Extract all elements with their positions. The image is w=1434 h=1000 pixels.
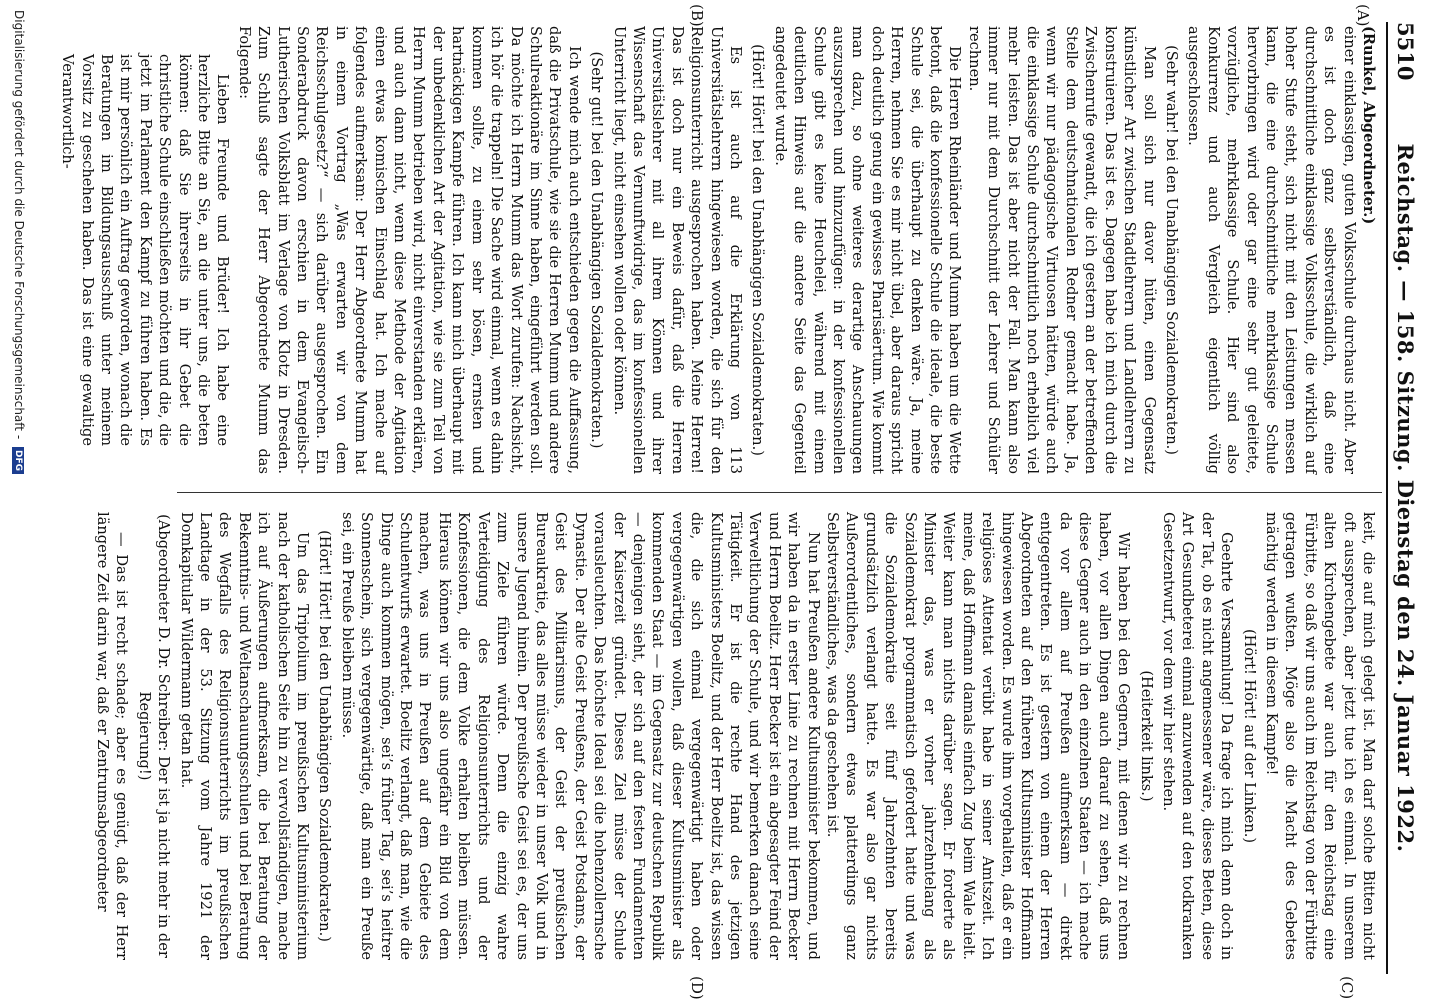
paragraph: Ich wende mich auch entschieden gegen die Auffassung, daß die Privatschule, wie sie die Herren Mumm und andere Schulreaktionäre im Sinne haben, eingeführt werden soll. Da möchte ich Herrn Mumm das Wort zurufen: Nachsicht, ich hör die trappeln! Die Sache wird einmal, wenn es dahin kommen sollte, zu einem sehr bösen, ernsten und hartnäckigen Kampfe führen. Ich kann mich überhaupt mit der unbedenklichen Art der Agitation, wie sie zum Teil von Herrn Mumm betrieben wird, nicht einverstanden erklären, und auch dann nicht, wenn diese Methode der Agitation einen etwas komischen Einschlag hat. Ich mache auf folgendes aufmerksam: Der Herr Abgeordnete Mumm hat in einem Vortrag „Was erwarten wir von dem Reichsschulgesetz?“ — sich darüber ausgesprochen. Ein Sonderabdruck davon erschien in dem Evangelisch-Lutherischen Volksblatt im Verlage von Klotz in Dresden. Zum Schluß sagte der Herr Abgeordnete Mumm das Folgende: [235, 26, 583, 474]
paragraph: Wir haben bei den Gegnern, mit denen wir zu rechnen haben, vor allen Dingen auch darauf zu sehen, daß uns diese Gegner auch in den einzelnen Staaten — ich mache da vor allem auf Preußen aufmerksam — direkt entgegentreten. Es ist gestern von einem der Herren Abgeordneten auf den früheren Kultusminister Hoffmann hingewiesen worden. Es wurde ihm vorgehalten, daß er ein religiöses Attentat verübt habe in seiner Amtszeit. Ich meine, daß Hoffmann damals einfach Zug beim Wale hielt. Weiter kann man nichts darüber sagen. Er forderte als Minister das, was er vorher jahrzehntelang als Sozialdemokrat programmatisch gefordert hatte und was die Sozialdemokratie seit fünf Jahrzehnten bereits grundsätzlich verlangt hatte. Es war also gar nichts Außerordentliches, sondern etwas platterdings ganz Selbstverständliches, was da geschehen ist. [824, 512, 1133, 960]
page-number: 5510 [1393, 22, 1418, 81]
quotation: Lieben Freunde und Brüder! Ich habe eine herzliche Bitte an Sie, an die unter uns, die beten können: daß Sie ihrerseits in ihr Gebet die christliche Schule einschließen möchten und die, die jetzt im Parlament den Kampf zu führen haben. Es ist mir persönlich ein Auftrag geworden, wonach die Beratungen im Bildungsausschuß unter meinem Vorsitz zu geschehen haben. Das ist eine gewaltige Verantwortlich- [59, 54, 232, 446]
right-column [94, 512, 1378, 960]
paragraph: einer einklassigen, guten Volksschule durchaus nicht. Aber es ist doch ganz selbstverständlich, daß eine durchschnittliche einklassige Volksschule, die wirklich auf hoher Stufe steht, sich nicht mit den Leistungen messen kann, die eine durchschnittliche mehrklassige Schule hervorbringen wird oder gar eine sehr gut geleitete, vorzügliche, mehrklassige Schule. Hier sind also Konkurrenz und auch Vergleich eigentlich völlig ausgeschlossen. [1185, 26, 1358, 474]
credit-text: Digitalisierung gefördert durch die Deutsche Forschungsgemeinschaft - [12, 10, 26, 440]
margin-letter-c: (C) [1338, 976, 1356, 1000]
digitization-credit [6, 10, 26, 990]
interjection: (Hört! Hört! auf der Linken.) [1240, 628, 1258, 844]
left-column [59, 26, 1378, 474]
paragraph: Die Herren Rheinländer und Mumm haben um die Wette betont, daß die konfessionelle Schule die ideale, die beste Schule sei, die überhaupt zu denken wäre. Ja, meine Herren, nehmen Sie es mir nicht übel, aber daraus spricht doch deutlich genug ein gewisses Pharisäertum. Wie kommt man dazu, so ohne weiteres derartige Anschauungen auszusprechen und hinzuzufügen: in der konfessionellen Schule gibt es keine Heuchelei, während mit einem deutlichen Hinweis auf die andere Seite das Gegenteil angedeutet wurde. [771, 26, 964, 474]
interjection: (Hört! Hört! bei den Unabhängigen Sozialdemokraten.) [316, 530, 334, 942]
margin-letter-a: (A) [1354, 4, 1372, 27]
paragraph: Nun hat Preußen andere Kultusminister bekommen, und wir haben da in erster Linie zu rechnen mit Herrn Becker und Herrn Boelitz. Herr Becker ist ein abgesagter Feind der Verweltlichung der Schule, und wir bemerken danach seine Tätigkeit. Er ist die rechte Hand des jetzigen Kultusministers Boelitz, und der Herr Boelitz ist, das wissen die, die sich einmal vergegenwärtigt haben oder vergegenwärtigen wollen, daß dieser Kultusminister als kommenden Staat — im Gegensatz zur deutschen Republik — denjenigen sieht, der sich auf den festen Fundamenten der Kaiserzeit gründet. Dieses Ziel müsse der Schule vorausleuchten. Das höchste Ideal sei die hohenzollernsche Dynastie. Der alte Geist Preußens, der Geist Potsdams, der Geist des Militarismus, der Geist der preußischen Bureaukratie, das alles müsse wieder in unser Volk und in unsere Jugend hinein. Der preußische Geist sei es, der uns zum Ziele führen würde. Denn die einzig wahre Verteidigung des Religionsunterrichts und der Konfessionen, die dem Volke erhalten bleiben müssen. Hieraus können wir uns also ungefähr ein Bild von dem machen, was uns in Preußen auf dem Gebiete des Schulentwurfs erwartet. Boelitz verlangt, daß man, wie die Dinge auch kommen mögen, sei’s früher Tag, sei’s heitrer Sonnenschein, sich vergegenwärtige, daß man ein Preuße sei, ein Preuße bleiben müsse. [338, 512, 822, 960]
header-title: Reichstag. — 158. Sitzung. Dienstag den 24. Januar 1922. [1393, 143, 1418, 853]
speaker-line: (Runkel, Abgeordneter.) [1360, 26, 1377, 225]
interjection: (Hört! Hört! bei den Unabhängigen Sozialdemokraten.) [749, 44, 767, 456]
paragraph: keit, die auf mich gelegt ist. Man darf solche Bitten nicht oft aussprechen, aber jetzt tue ich es einmal. In unserem alten Kirchengebete war auch für den Reichstag eine Fürbitte, so daß wir uns auch im Reichstag von der Fürbitte getragen wußten. Möge also die Macht des Gebetes mächtig werden in diesem Kampfe! [1262, 512, 1377, 960]
page-header [1390, 22, 1420, 974]
dfg-logo: DFG [12, 447, 24, 474]
paragraph: Man soll sich nur davor hüten, einen Gegensatz künstlicher Art zwischen Stadtlehrern und Landlehrern zu konstruieren. Das ist es. Dagegen habe ich mich durch die Zwischenrufe gewandt, die ich gestern an der betreffenden Stelle dem deutschnationalen Redner gemacht habe. Ja, wenn wir nur pädagogische Virtuosen hätten, würde auch die einklassige Schule durchschnittlich noch erheblich viel mehr leisten. Das ist aber nicht der Fall. Man kann also immer nur mit dem Durchschnitt der Lehrer und Schüler rechnen. [965, 26, 1158, 474]
paragraph: — Das ist recht schade; aber es genügt, daß der Herr längere Zeit darin war, daß er Zentrumsabgeordneter [94, 512, 131, 960]
interjection: (Sehr wahr! bei den Unabhängigen Sozialdemokraten.) [1162, 45, 1180, 455]
paragraph: Geehrte Versammlung! Da frage ich mich denn doch in der Tat, ob es nicht angemessener wäre, dieses Beten, diese Art Gesundbeterei einmal anzuwenden auf den todkranken Gesetzentwurf, vor dem wir hier stehen. [1159, 512, 1236, 960]
interjection: (Abgeordneter D. Dr. Schreiber: Der ist ja nicht mehr in der Regierung!) [135, 514, 173, 958]
margin-letter-d: (D) [688, 976, 706, 1000]
paragraph: Um das Triptolium im preußischen Kultusministerium nach der katholischen Seite hin zu vervollständigen, mache ich auf Äußerungen aufmerksam, die bei Beratung der Bekenntnis- und Weltanschauungsschulen und bei Beratung des Wegfalls des Religionsunterrichts im preußischen Landtage in der 53. Sitzung vom Jahre 1921 der Domkapitular Wildermann getan hat. [177, 512, 312, 960]
column-divider [177, 492, 1382, 493]
paragraph: Es ist auch auf die Erklärung von 113 Universitätslehrern hingewiesen worden, die sich für den Religionsunterricht ausgesprochen haben. Meine Herren! Das ist doch nur ein Beweis dafür, daß die Herren Universitätslehrer mit all ihrem Können und ihrer Wissenschaft das Vernunftwidrige, das im konfessionellen Unterricht liegt, nicht einsehen wollen oder können. [610, 26, 744, 474]
interjection: (Heiterkeit links.) [1137, 670, 1155, 802]
interjection: (Sehr gut! bei den Unabhängigen Sozialdemokraten.) [588, 51, 606, 449]
margin-letter-b: (B) [688, 4, 706, 27]
header-rule [1386, 22, 1388, 974]
